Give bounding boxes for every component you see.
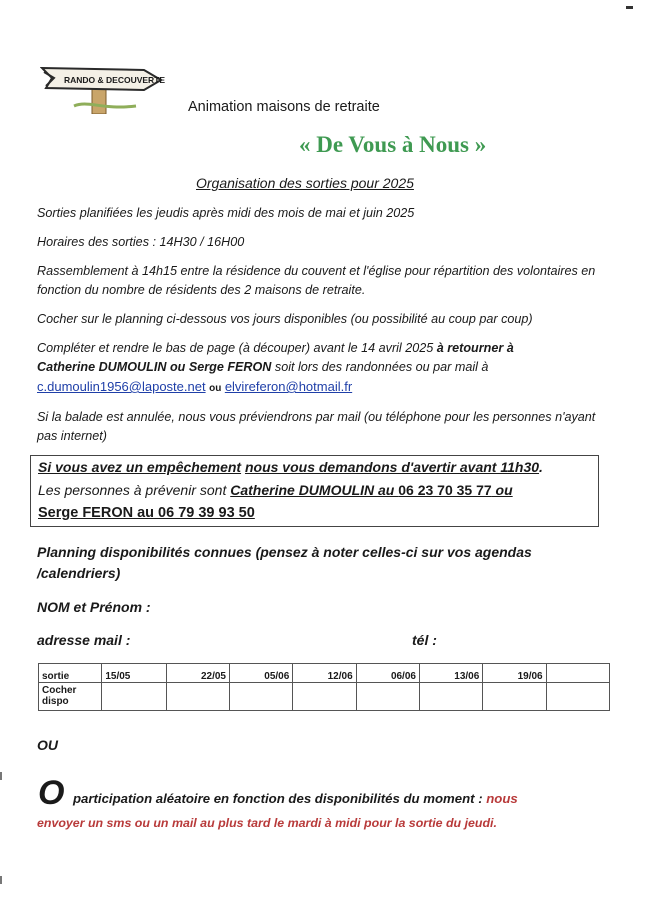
participation-note: envoyer un sms ou un mail au plus tard le mardi à midi pour la sortie du jeudi. [37, 816, 497, 830]
date-cell: 13/06 [419, 664, 482, 683]
date-cell: 22/05 [166, 664, 229, 683]
scan-edge-mark [0, 772, 2, 780]
email-link-feron[interactable]: elvireferon@hotmail.fr [224, 379, 353, 394]
date-cell: 15/05 [102, 664, 166, 683]
info-gathering: Rassemblement à 14h15 entre la résidence du couvent et l'église pour répartition des volontaires en fonction du nombre de résidents des 2 maisons de retraite. [37, 264, 596, 297]
notice-box [30, 455, 599, 527]
check-cell[interactable] [356, 683, 419, 711]
date-cell: 05/06 [229, 664, 292, 683]
notice-deadline: nous vous demandons d'avertir avant 11h30 [244, 459, 540, 475]
participation-note-start: nous [486, 791, 518, 806]
notice-contact-feron: Serge FERON au 06 79 39 93 50 [38, 505, 255, 521]
subtitle: Animation maisons de retraite [188, 99, 380, 115]
or-label: OU [37, 737, 58, 753]
email-link-dumoulin[interactable]: c.dumoulin1956@laposte.net [37, 379, 206, 394]
table-row-check [39, 683, 610, 711]
notice-impediment: Si vous avez un empêchement [38, 459, 242, 475]
check-cell[interactable] [229, 683, 292, 711]
return-text-end: soit lors des randonnées ou par mail à [271, 360, 489, 374]
email-label: adresse mail : [37, 632, 131, 648]
tel-label: tél : [412, 632, 437, 648]
return-names: Catherine DUMOULIN ou Serge FERON [37, 360, 272, 374]
check-cell[interactable] [166, 683, 229, 711]
email-separator: ou [209, 383, 222, 394]
notice-period: . [539, 459, 543, 475]
participation-text: participation aléatoire en fonction des disponibilités du moment : [73, 791, 487, 806]
check-cell[interactable] [102, 683, 166, 711]
notice-contact-dumoulin: Catherine DUMOULIN au [230, 482, 399, 498]
check-cell[interactable] [419, 683, 482, 711]
random-participation [73, 791, 518, 806]
availability-table [38, 663, 610, 711]
scan-mark [626, 6, 633, 9]
info-cancel: Si la balade est annulée, nous vous préviendrons par mail (ou téléphone pour les personnes n'ayant pas internet) [37, 410, 596, 443]
info-dates: Sorties planifiées les jeudis après midi des mois de mai et juin 2025 [37, 206, 415, 220]
notice-line-1 [38, 459, 543, 475]
date-cell-empty [546, 664, 609, 683]
organisation-heading: Organisation des sorties pour 2025 [196, 175, 414, 191]
table-row-dates [39, 664, 610, 683]
check-cell[interactable] [483, 683, 546, 711]
notice-or: ou [491, 482, 513, 498]
info-hours: Horaires des sorties : 14H30 / 16H00 [37, 235, 245, 249]
return-bold: à retourner à [436, 341, 514, 355]
info-check: Cocher sur le planning ci-dessous vos jours disponibles (ou possibilité au coup par coup) [37, 312, 533, 326]
return-text: Compléter et rendre le bas de page (à découper) avant le 14 avril 2025 [37, 341, 437, 355]
page-title: « De Vous à Nous » [299, 132, 487, 157]
rando-decouverte-logo [40, 66, 166, 114]
check-cell[interactable] [546, 683, 609, 711]
info-return [37, 339, 617, 398]
name-label: NOM et Prénom : [37, 599, 151, 615]
row-label-cocher: Cocher dispo [39, 683, 102, 711]
svg-text:RANDO & DECOUVERTE: RANDO & DECOUVERTE [64, 75, 166, 85]
scan-edge-mark [0, 876, 2, 884]
date-cell: 06/06 [356, 664, 419, 683]
row-label-sortie: sortie [39, 664, 102, 683]
planning-heading: Planning disponibilités connues (pensez à noter celles-ci sur vos agendas /calendriers) [37, 544, 532, 581]
option-circle[interactable]: O [38, 774, 65, 812]
date-cell: 12/06 [293, 664, 356, 683]
notice-phone-dumoulin: 06 23 70 35 77 [398, 482, 492, 498]
date-cell: 19/06 [483, 664, 546, 683]
notice-contacts-label: Les personnes à prévenir sont [38, 482, 231, 498]
notice-line-2 [38, 482, 513, 498]
check-cell[interactable] [293, 683, 356, 711]
